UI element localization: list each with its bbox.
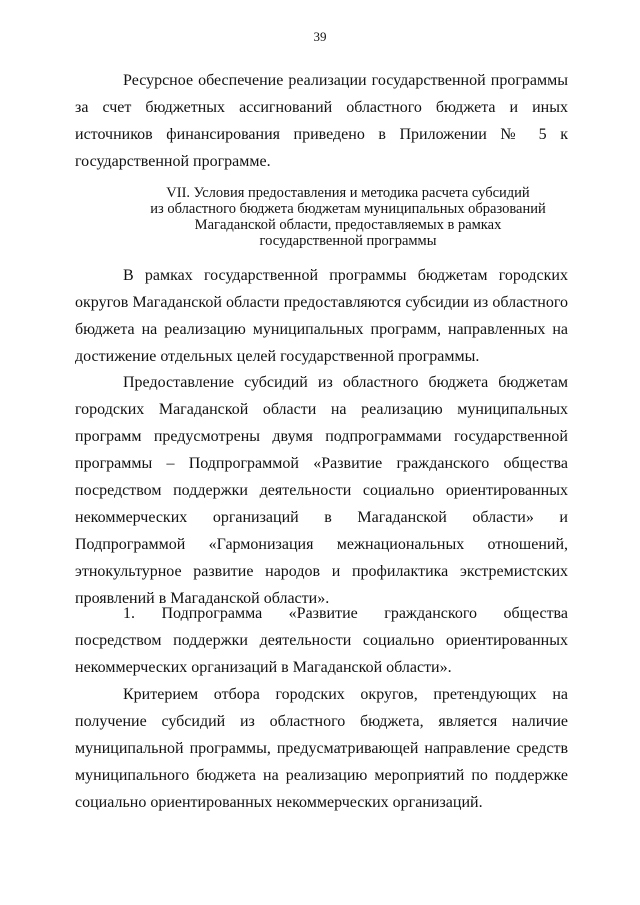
heading-line-4: государственной программы <box>259 233 437 249</box>
heading-line-3: Магаданской области, предоставляемых в рамках <box>194 217 502 233</box>
paragraph-selection-criterion: Критерием отбора городских округов, претендующих на получение субсидий из областного бюджета, является наличие муниципальной программы, предусматривающей направление средств муниципального бюджета на реализацию мероприятий по поддержке социально ориентированных некоммерческих организаций. <box>75 686 568 811</box>
heading-line-1: VII. Условия предоставления и методика расчета субсидий <box>166 185 530 201</box>
heading-line-2: из областного бюджета бюджетам муниципальных образований <box>150 201 546 217</box>
paragraph-resource-support: Ресурсное обеспечение реализации государственной программы за счет бюджетных ассигнований областного бюджета и иных источников финансирования приведено в Приложении № 5 к государственной программе. <box>75 72 568 170</box>
page-number: 39 <box>313 29 327 44</box>
paragraph-within-program: В рамках государственной программы бюджетам городских округов Магаданской области предоставляются субсидии из областного бюджета на реализацию муниципальных программ, направленных на достижение отдельных целей государственной программы. <box>75 267 568 365</box>
paragraph-subprogram-1: 1. Подпрограмма «Развитие гражданского общества посредством поддержки деятельности социально ориентированных некоммерческих организаций в Магаданской области». <box>75 605 568 676</box>
paragraph-subsidy-provision: Предоставление субсидий из областного бюджета бюджетам городских Магаданской области на реализацию муниципальных программ предусмотрены двумя подпрограммами государственной программы – Подпрограммой «Развитие гражданского общества посредством поддержки деятельности социально ориентированных некоммерческих организаций в Магаданской области» и Подпрограммой «Гармонизация межнациональных отношений, этнокультурное развитие народов и профилактика экстремистских проявлений в Магаданской области». <box>75 374 568 607</box>
section-heading <box>100 185 596 249</box>
